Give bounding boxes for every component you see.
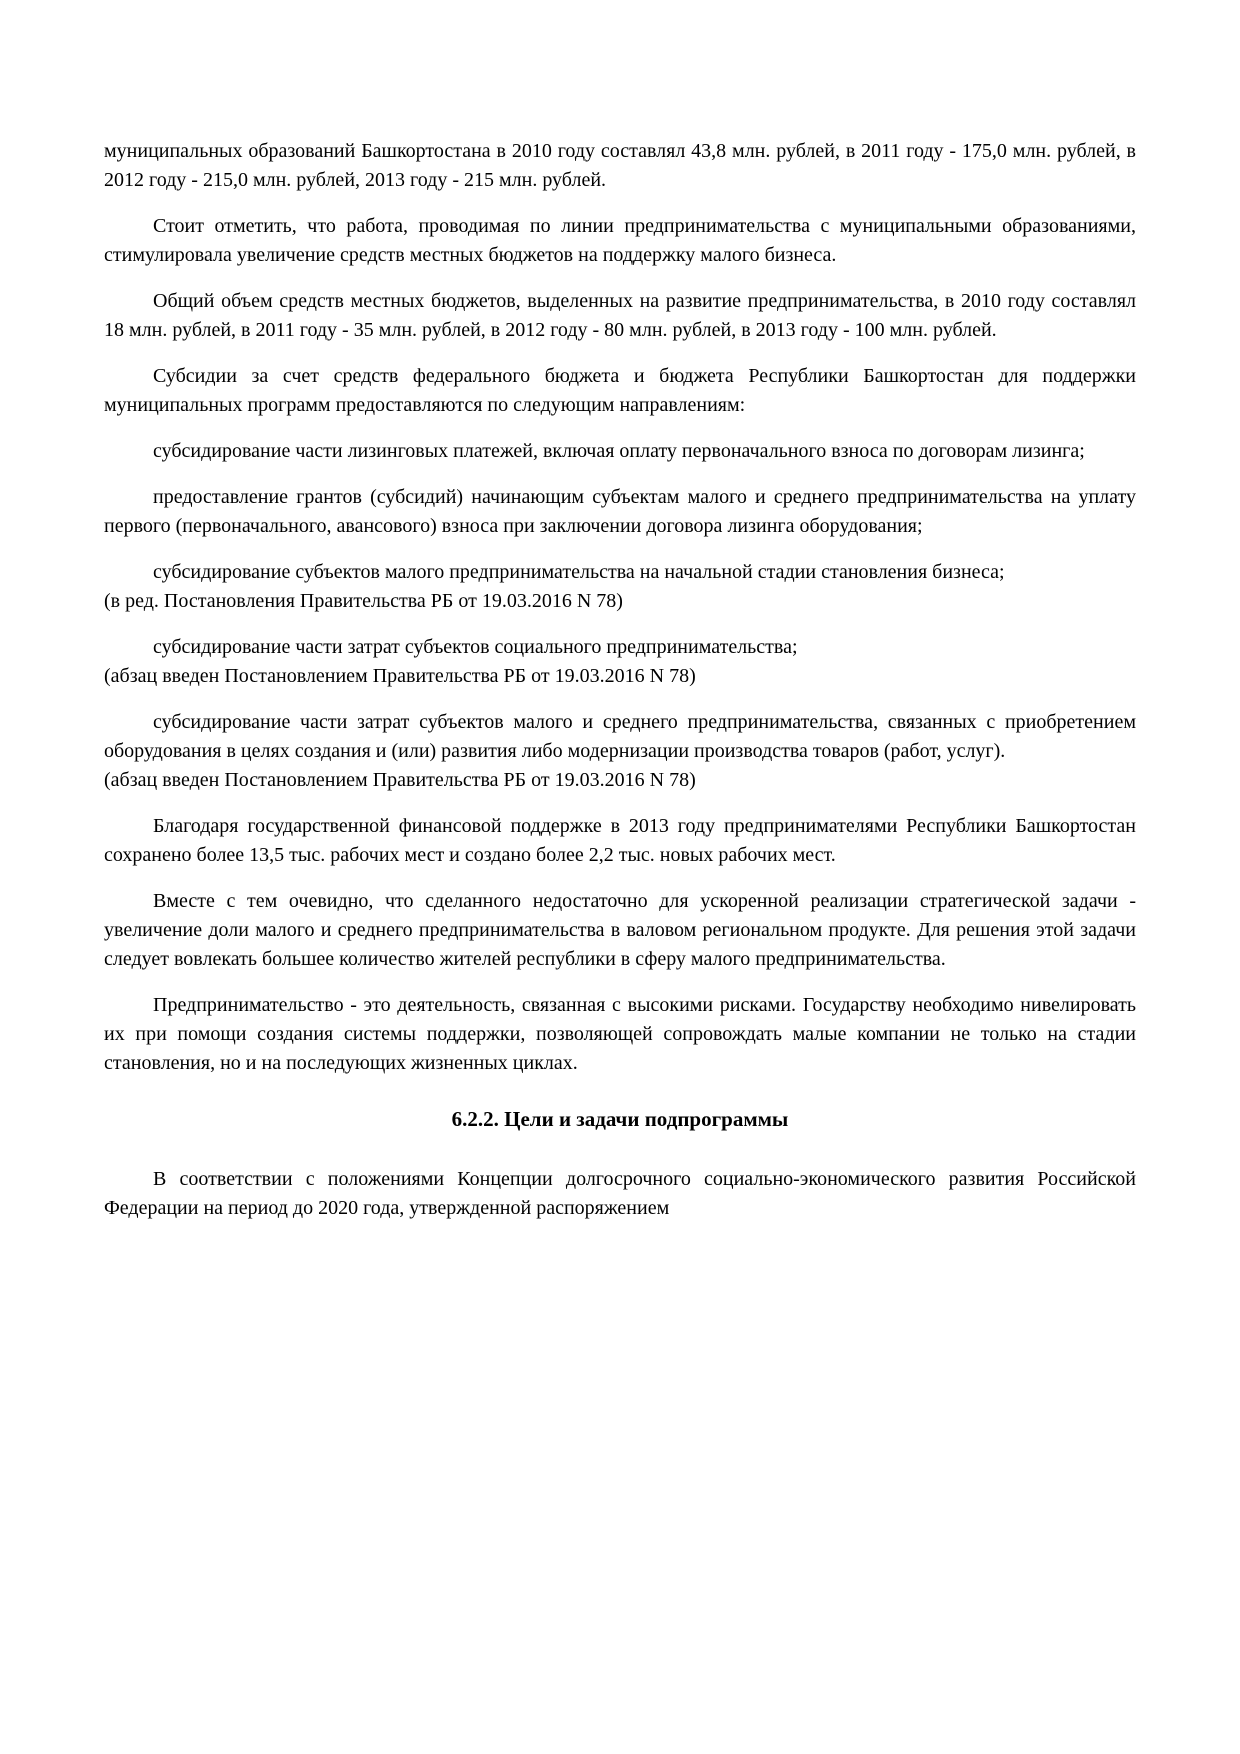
paragraph-with-amendment-note	[104, 633, 1136, 691]
section-heading: 6.2.2. Цели и задачи подпрограммы	[451, 1107, 789, 1131]
document-content	[104, 137, 1136, 1240]
paragraph: Благодаря государственной финансовой поддержке в 2013 году предпринимателями Республики Башкортостан сохранено более 13,5 тыс. рабочих мест и создано более 2,2 тыс. новых рабочих мест.	[104, 815, 1136, 866]
paragraph-with-amendment-note	[104, 708, 1136, 795]
paragraph: В соответствии с положениями Концепции долгосрочного социально-экономического развития Российской Федерации на период до 2020 года, утвержденной распоряжением	[104, 1168, 1136, 1219]
paragraph-list-item: субсидирование части лизинговых платежей, включая оплату первоначального взноса по договорам лизинга;	[153, 440, 1085, 462]
paragraph-list-item: субсидирование субъектов малого предпринимательства на начальной стадии становления бизнеса;	[153, 561, 1005, 583]
amendment-note: (абзац введен Постановлением Правительства РБ от 19.03.2016 N 78)	[104, 665, 696, 687]
paragraph-list-item: субсидирование части затрат субъектов малого и среднего предпринимательства, связанных с приобретением оборудования в целях создания и (или) развития либо модернизации производства товаров (работ, услуг).	[104, 711, 1136, 762]
paragraph-list-item: предоставление грантов (субсидий) начинающим субъектам малого и среднего предпринимательства на уплату первого (первоначального, авансового) взноса при заключении договора лизинга оборудования;	[104, 486, 1136, 537]
paragraph: Субсидии за счет средств федерального бюджета и бюджета Республики Башкортостан для поддержки муниципальных программ предоставляются по следующим направлениям:	[104, 365, 1136, 416]
paragraph: Стоит отметить, что работа, проводимая по линии предпринимательства с муниципальными образованиями, стимулировала увеличение средств местных бюджетов на поддержку малого бизнеса.	[104, 215, 1136, 266]
paragraph: Общий объем средств местных бюджетов, выделенных на развитие предпринимательства, в 2010 году составлял 18 млн. рублей, в 2011 году - 35 млн. рублей, в 2012 году - 80 млн. рублей, в 2013 году - 100 млн. рублей.	[104, 290, 1136, 341]
paragraph-with-amendment-note	[104, 558, 1136, 616]
paragraph: Предпринимательство - это деятельность, связанная с высокими рисками. Государству необходимо нивелировать их при помощи создания системы поддержки, позволяющей сопровождать малые компании не только на стадии становления, но и на последующих жизненных циклах.	[104, 994, 1136, 1074]
paragraph-list-item: субсидирование части затрат субъектов социального предпринимательства;	[153, 636, 798, 658]
amendment-note: (в ред. Постановления Правительства РБ от 19.03.2016 N 78)	[104, 590, 623, 612]
paragraph-continuation: муниципальных образований Башкортостана в 2010 году составлял 43,8 млн. рублей, в 2011 году - 175,0 млн. рублей, в 2012 году - 215,0 млн. рублей, 2013 году - 215 млн. рублей.	[104, 140, 1136, 191]
amendment-note: (абзац введен Постановлением Правительства РБ от 19.03.2016 N 78)	[104, 769, 696, 791]
paragraph: Вместе с тем очевидно, что сделанного недостаточно для ускоренной реализации стратегической задачи - увеличение доли малого и среднего предпринимательства в валовом региональном продукте. Для решения этой задачи следует вовлекать большее количество жителей республики в сферу малого предпринимательства.	[104, 890, 1136, 970]
